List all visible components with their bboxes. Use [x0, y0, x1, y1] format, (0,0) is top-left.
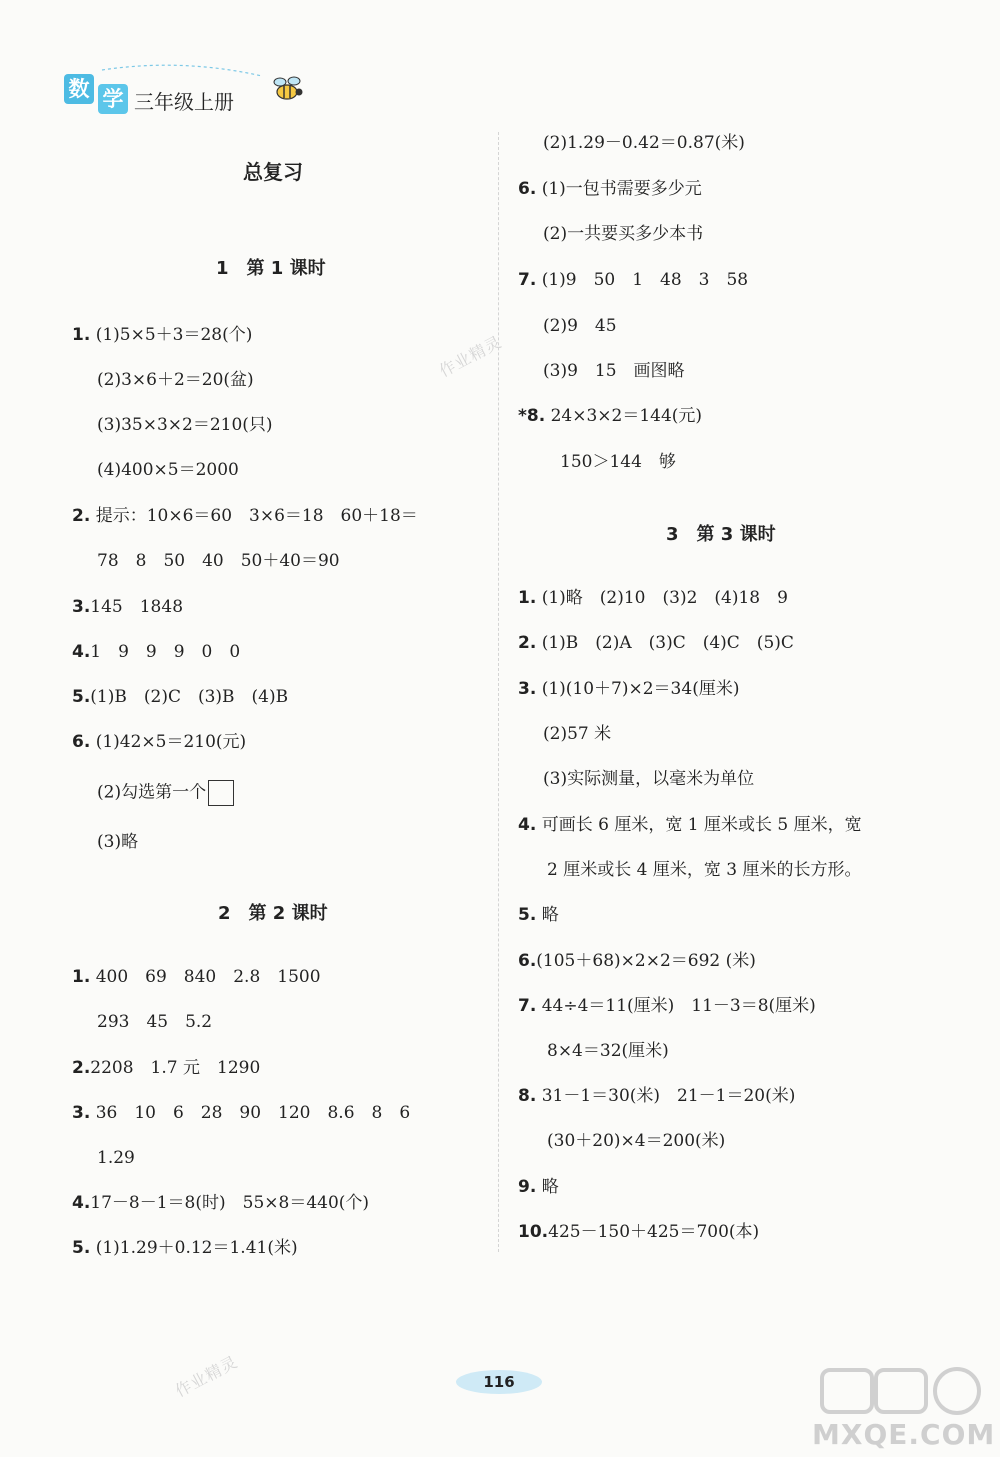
item-number: 5. [72, 687, 91, 707]
item-number: 2. [518, 633, 537, 653]
page-title: 总复习 [243, 160, 303, 184]
answer-text: 36 10 6 28 90 120 8.6 8 6 [95, 1103, 411, 1123]
answer-text: (2)勾选第一个 [97, 782, 207, 803]
answer-line [518, 178, 702, 200]
brand-logo [812, 1362, 996, 1452]
answer-line: (30＋20)×4＝200(米) [547, 1131, 726, 1151]
answer-text: (1)1.29＋0.12＝1.41(米) [95, 1238, 298, 1258]
answer-text: 400 69 840 2.8 1500 [95, 967, 321, 987]
answer-line [518, 1176, 559, 1198]
answer-text: (1)5×5＋3＝28(个) [95, 325, 253, 345]
answer-line [72, 505, 418, 527]
answer-line: (2)一共要买多少本书 [543, 224, 704, 244]
section-heading-1: 1 第 1 课时 [216, 258, 326, 279]
checkbox-square [208, 780, 234, 806]
watermark: 作业精灵 [435, 332, 505, 381]
answer-text: 31－1＝30(米) 21－1＝20(米) [541, 1086, 796, 1106]
answer-text: 17－8－1＝8(时) 55×8＝440(个) [90, 1193, 370, 1213]
item-number: 4. [72, 1193, 91, 1213]
item-number: 6. [518, 951, 537, 971]
item-number: 7. [518, 270, 537, 290]
answer-text: (105＋68)×2×2＝692 (米) [536, 951, 756, 971]
answer-line: (2)57 米 [543, 724, 612, 744]
header-badge-1: 数 [64, 74, 94, 104]
answer-line: (2)1.29－0.42＝0.87(米) [543, 133, 745, 153]
answer-line [518, 814, 862, 836]
answer-text: 44÷4＝11(厘米) 11－3＝8(厘米) [541, 996, 816, 1016]
answer-text: (1)42×5＝210(元) [95, 732, 247, 752]
answer-line: (2)3×6＋2＝20(盆) [97, 370, 254, 390]
item-number: 2. [72, 1058, 91, 1078]
header-grade: 三年级上册 [134, 90, 234, 114]
answer-text: 提示：10×6＝60 3×6＝18 60＋18＝ [95, 506, 418, 526]
item-number: 2. [72, 506, 91, 526]
answer-line: (3)9 15 画图略 [543, 361, 685, 381]
answer-line [518, 405, 702, 427]
item-number: 9. [518, 1177, 537, 1197]
answer-line [72, 686, 288, 708]
answer-line [72, 324, 252, 346]
watermark: 作业精灵 [171, 1352, 241, 1401]
brand-url: MXQE.COM [812, 1418, 996, 1451]
answer-text: 145 1848 [90, 597, 184, 617]
answer-text: 1 9 9 9 0 0 [90, 642, 241, 662]
answer-line: 8×4＝32(厘米) [547, 1041, 669, 1061]
item-number: 8. [518, 1086, 537, 1106]
item-number: 5. [518, 905, 537, 925]
answer-line [97, 780, 234, 806]
answer-line: (3)实际测量，以毫米为单位 [543, 769, 755, 789]
answer-line: (3)略 [97, 832, 139, 852]
answer-line [518, 995, 816, 1017]
item-number: *8. [518, 406, 546, 426]
answer-line: 293 45 5.2 [97, 1012, 213, 1032]
answer-line: 1.29 [97, 1148, 135, 1168]
item-number: 5. [72, 1238, 91, 1258]
item-number: 7. [518, 996, 537, 1016]
item-number: 10. [518, 1222, 549, 1242]
page-number: 116 [456, 1370, 542, 1394]
answer-text: (1)B (2)C (3)B (4)B [90, 687, 289, 707]
answer-line [518, 1085, 795, 1107]
item-number: 6. [72, 732, 91, 752]
column-divider [498, 132, 499, 1252]
item-number: 4. [72, 642, 91, 662]
answer-text: (1)B (2)A (3)C (4)C (5)C [541, 633, 794, 653]
item-number: 3. [72, 597, 91, 617]
answer-line: (3)35×3×2＝210(只) [97, 415, 273, 435]
answer-text: 425－150＋425＝700(本) [548, 1222, 760, 1242]
item-number: 3. [518, 679, 537, 699]
answer-line [72, 731, 246, 753]
answer-text: (1)9 50 1 48 3 58 [541, 270, 749, 290]
answer-line [72, 1102, 410, 1124]
answer-text: (1)(10＋7)×2＝34(厘米) [541, 679, 740, 699]
item-number: 1. [518, 588, 537, 608]
header [62, 62, 322, 122]
item-number: 1. [72, 325, 91, 345]
answer-text: 2208 1.7 元 1290 [90, 1058, 261, 1078]
answer-line: 78 8 50 40 50＋40＝90 [97, 551, 340, 571]
item-number: 4. [518, 815, 537, 835]
item-number: 6. [518, 179, 537, 199]
answer-line: (2)9 45 [543, 316, 617, 336]
answer-line [72, 966, 321, 988]
answer-text: (1)略 (2)10 (3)2 (4)18 9 [541, 588, 788, 608]
answer-line [518, 632, 794, 654]
answer-line: 150＞144 够 [560, 452, 676, 472]
answer-line [518, 587, 788, 609]
item-number: 1. [72, 967, 91, 987]
answer-line [518, 1221, 759, 1243]
answer-line [72, 1192, 369, 1214]
answer-line [518, 269, 748, 291]
brand-mark-icon [812, 1362, 992, 1418]
answer-text: 略 [541, 905, 559, 925]
item-number: 3. [72, 1103, 91, 1123]
answer-line [518, 678, 739, 700]
answer-line [72, 596, 183, 618]
section-heading-2: 2 第 2 课时 [218, 903, 328, 924]
answer-line [72, 641, 240, 663]
section-heading-3: 3 第 3 课时 [666, 524, 776, 545]
answer-text: 24×3×2＝144(元) [550, 406, 703, 426]
answer-text: 可画长 6 厘米，宽 1 厘米或长 5 厘米，宽 [541, 815, 862, 835]
answer-text: (1)一包书需要多少元 [541, 179, 702, 199]
answer-line [518, 904, 559, 926]
answer-line [518, 950, 756, 972]
answer-line [72, 1237, 298, 1259]
answer-text: 略 [541, 1177, 559, 1197]
answer-line: (4)400×5＝2000 [97, 460, 239, 480]
header-badge-2: 学 [98, 84, 128, 114]
answer-line [72, 1057, 260, 1079]
answer-line: 2 厘米或长 4 厘米，宽 3 厘米的长方形。 [547, 860, 862, 880]
